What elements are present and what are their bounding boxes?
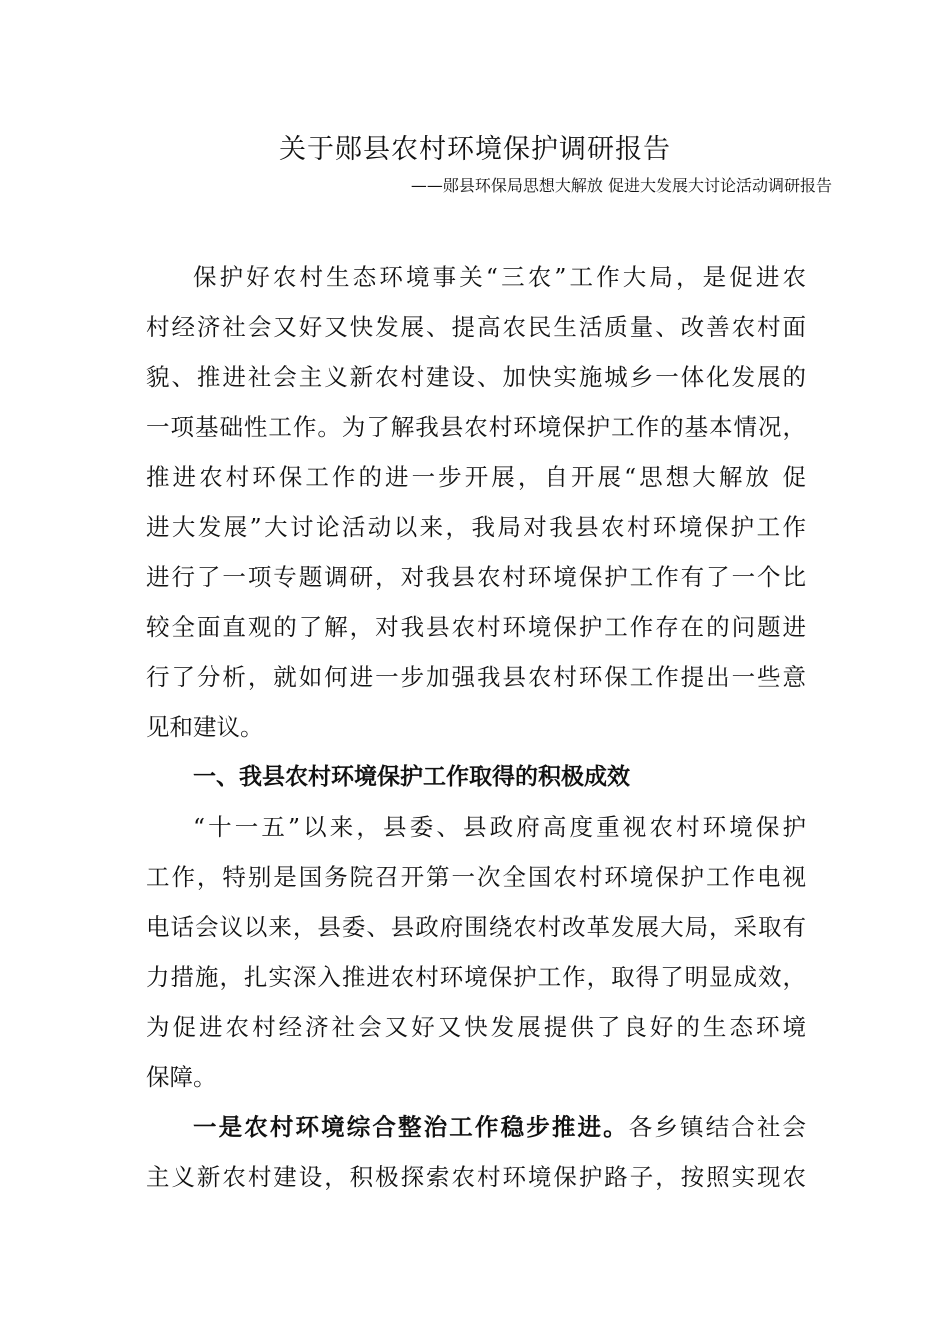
section-line: “十一五”以来，县委、县政府高度重视农村环境保护: [193, 813, 806, 841]
intro-line: 保护好农村生态环境事关“三农”工作大局，是促进农: [193, 263, 806, 291]
point-heading: 一是农村环境综合整治工作稳步推进。: [193, 1113, 629, 1141]
point-line: [146, 1102, 806, 1152]
section-heading: 一、我县农村环境保护工作取得的积极成效: [193, 764, 630, 790]
intro-line: 村经济社会又好又快发展、提高农民生活质量、改善农村面: [146, 313, 806, 341]
intro-line: 见和建议。: [146, 713, 264, 741]
intro-line: 一项基础性工作。为了解我县农村环境保护工作的基本情况，: [146, 413, 806, 441]
section-line: 力措施，扎实深入推进农村环境保护工作，取得了明显成效，: [146, 963, 806, 991]
document-subtitle: ——郧县环保局思想大解放 促进大发展大讨论活动调研报告: [410, 176, 832, 195]
section-line: 保障。: [146, 1063, 217, 1091]
intro-line: 推进农村环保工作的进一步开展，自开展“思想大解放 促: [146, 463, 806, 491]
point-text: 各乡镇结合社会: [628, 1113, 807, 1141]
intro-line: 较全面直观的了解，对我县农村环境保护工作存在的问题进: [146, 613, 806, 641]
section-line: 为促进农村经济社会又好又快发展提供了良好的生态环境: [146, 1013, 806, 1041]
document-title: 关于郧县农村环境保护调研报告: [279, 134, 671, 165]
intro-line: 进大发展”大讨论活动以来，我局对我县农村环境保护工作: [146, 513, 806, 541]
intro-line: 进行了一项专题调研，对我县农村环境保护工作有了一个比: [146, 563, 806, 591]
intro-line: 貌、推进社会主义新农村建设、加快实施城乡一体化发展的: [146, 363, 806, 391]
section-line: 电话会议以来，县委、县政府围绕农村改革发展大局，采取有: [146, 913, 806, 941]
point-line: 主义新农村建设，积极探索农村环境保护路子，按照实现农: [146, 1163, 806, 1191]
section-line: 工作，特别是国务院召开第一次全国农村环境保护工作电视: [146, 863, 806, 891]
intro-line: 行了分析，就如何进一步加强我县农村环保工作提出一些意: [146, 663, 806, 691]
document-body: [146, 252, 806, 1202]
